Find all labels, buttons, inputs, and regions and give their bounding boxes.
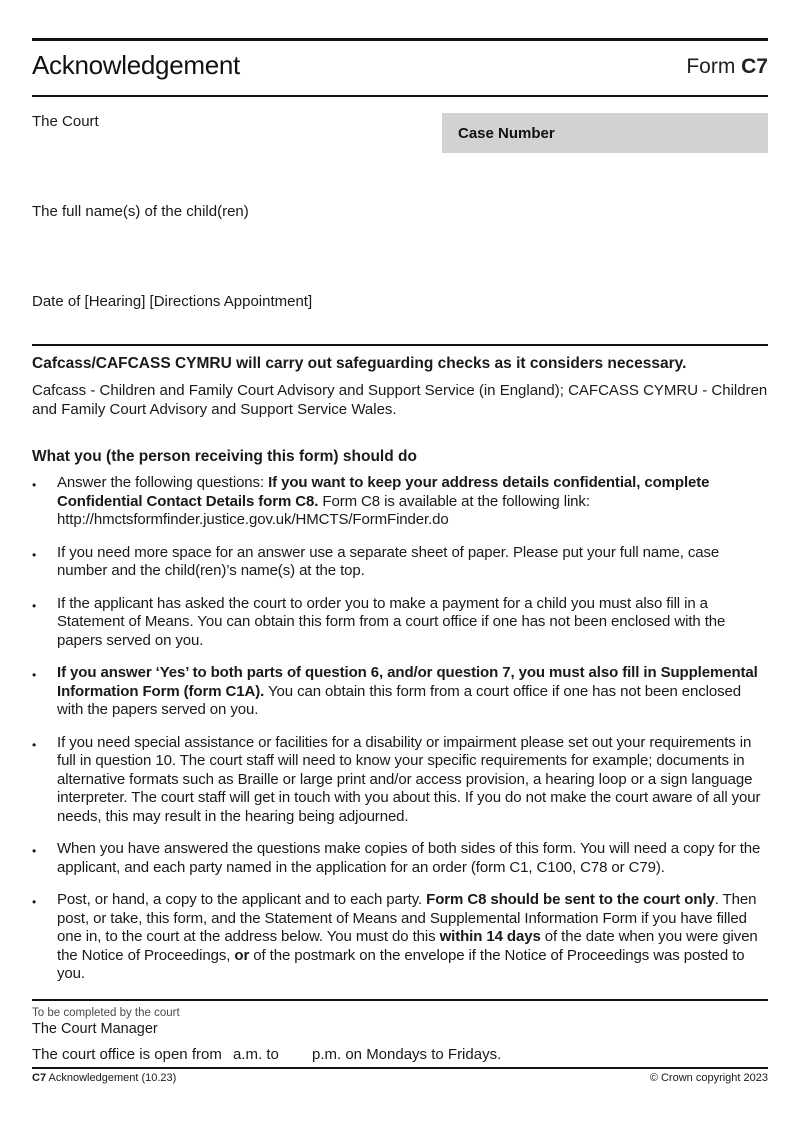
text-segment: If the applicant has asked the court to order you to make a payment for a child you must also fill in a Statement of Means. You can obtain this form from a court office if one has not been enclosed with the papers served on you. [57, 594, 726, 649]
instruction-item [32, 474, 768, 530]
office-hours-pm: p.m. on Mondays to Fridays. [312, 1046, 502, 1063]
court-label: The Court [32, 113, 99, 130]
instruction-item [32, 664, 768, 720]
instruction-item [32, 891, 768, 984]
bold-text-segment: If you want to keep your address details confidential, complete Confidential Contact Details form C8. [57, 474, 710, 510]
instructions-heading: What you (the person receiving this form) should do [32, 448, 417, 465]
bold-text-segment: If you answer ‘Yes’ to both parts of question 6, and/or question 7, you must also fill in Supplemental Information Form (form C1A). [57, 664, 758, 700]
text-segment: Acknowledgement (10.23) [46, 1072, 177, 1084]
text-segment: Form C8 is available at the following link: http://hmctsformfinder.justice.gov.uk/HMCTS/FormFinder.do [57, 492, 590, 528]
instruction-text [57, 595, 725, 649]
instruction-text [57, 664, 758, 718]
form-code: C7 [741, 55, 768, 78]
cafcass-description: Cafcass - Children and Family Court Advisory and Support Service (in England); CAFCASS CYMRU - Children and Family Court Advisory and Support Service Wales. [32, 382, 768, 418]
case-number-box [442, 113, 768, 153]
office-hours-line [32, 1046, 768, 1064]
bullet-icon: • [32, 598, 37, 613]
header-top-rule [32, 38, 768, 41]
form-label [686, 55, 768, 79]
bullet-icon: • [32, 737, 37, 752]
form-reference [32, 1072, 176, 1084]
bullet-icon: • [32, 478, 37, 492]
footer-bottom-rule [32, 1067, 768, 1069]
text-segment: of the postmark on the envelope if the Notice of Proceedings was posted to you. [57, 946, 745, 982]
text-segment: . Then post, or take, this form, and the Statement of Means and Supplemental Information Form if you have filled one in, to the court at the address below. You must do this [57, 891, 757, 945]
instruction-item [32, 595, 768, 651]
instruction-text [57, 891, 758, 982]
section-divider [32, 344, 768, 346]
hearing-date-label: Date of [Hearing] [Directions Appointment] [32, 293, 313, 310]
office-hours-am: a.m. to [233, 1046, 279, 1063]
bullet-icon: • [32, 844, 37, 858]
instruction-text [57, 474, 709, 528]
instruction-item [32, 544, 768, 581]
bold-text-segment: or [234, 946, 250, 964]
child-names-label: The full name(s) of the child(ren) [32, 203, 249, 220]
case-number-label: Case Number [458, 124, 555, 142]
footer-top-rule [32, 999, 768, 1001]
footer-row [32, 1072, 768, 1084]
text-segment: of the date when you were given the Notice of Proceedings, [57, 928, 758, 964]
court-completion-note: To be completed by the court [32, 1007, 180, 1019]
office-hours-prefix: The court office is open from [32, 1046, 222, 1063]
instruction-text [57, 544, 719, 580]
bullet-icon: • [32, 668, 37, 682]
text-segment: You can obtain this form from a court office if one has not been enclosed with the papers served on you. [57, 682, 742, 718]
instruction-item [32, 734, 768, 827]
header-bottom-rule [32, 95, 768, 97]
instruction-item [32, 840, 768, 877]
court-manager-label: The Court Manager [32, 1021, 158, 1037]
bold-text-segment: Form C8 should be sent to the court only [426, 891, 715, 908]
bullet-icon: • [32, 547, 37, 562]
text-segment: Answer the following questions: [57, 474, 269, 491]
bold-text-segment: within 14 days [439, 928, 541, 945]
text-segment: Post, or hand, a copy to the applicant and to each party. [57, 891, 427, 908]
text-segment: If you need more space for an answer use a separate sheet of paper. Please put your full name, case number and the child(ren)’s name(s) at the top. [57, 543, 720, 579]
form-label-prefix: Form [686, 55, 742, 78]
instruction-text [57, 734, 760, 825]
bold-text-segment: C7 [32, 1072, 47, 1084]
safeguarding-notice: Cafcass/CAFCASS CYMRU will carry out safeguarding checks as it considers necessary. [32, 355, 687, 372]
text-segment: When you have answered the questions make copies of both sides of this form. You will need a copy for the applicant, and each party named in the application for an order (form C1, C100, C78 or C79). [57, 840, 761, 876]
page-title: Acknowledgement [32, 50, 240, 80]
text-segment: If you need special assistance or facilities for a disability or impairment please set out your requirements in full in question 10. The court staff will need to know your specific requirements for example; documents in alternative formats such as Braille or large print and/or access provision, a hearing loop or a sign language interpreter. The court staff will get in touch with you about this. If you do not make the court aware of all your needs, this may result in the hearing being adjourned. [57, 733, 761, 825]
instruction-text [57, 840, 760, 876]
instruction-list [32, 474, 768, 998]
bullet-icon: • [32, 895, 37, 909]
copyright-notice: © Crown copyright 2023 [649, 1072, 768, 1084]
